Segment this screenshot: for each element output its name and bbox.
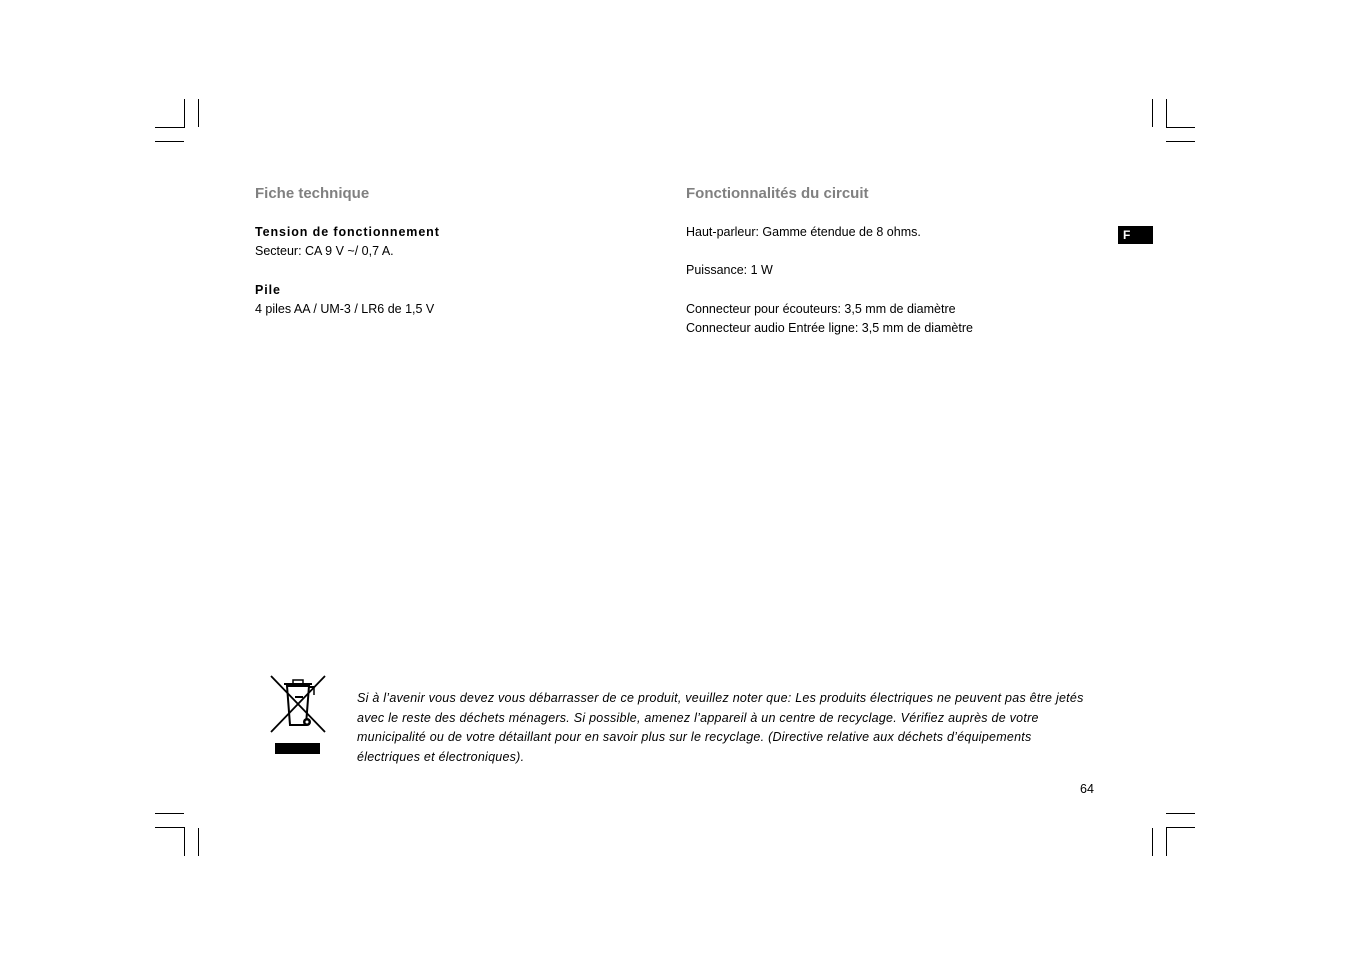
crop-mark — [1166, 813, 1195, 814]
crop-mark — [155, 141, 184, 142]
crop-mark — [1166, 99, 1167, 128]
voltage-value: Secteur: CA 9 V ~/ 0,7 A. — [255, 244, 394, 258]
crossed-out-wheelie-bin-icon — [268, 673, 328, 757]
crop-mark — [184, 827, 185, 856]
crop-mark — [155, 127, 184, 128]
crop-mark — [184, 99, 185, 128]
crop-mark — [1166, 141, 1195, 142]
crop-mark — [155, 827, 184, 828]
speaker-spec: Haut-parleur: Gamme étendue de 8 ohms. — [686, 225, 921, 239]
crop-mark — [1166, 827, 1195, 828]
crop-mark — [1152, 99, 1153, 127]
language-tab: F — [1118, 226, 1153, 244]
power-spec: Puissance: 1 W — [686, 263, 773, 277]
crop-mark — [198, 828, 199, 856]
section-title-specs: Fiche technique — [255, 185, 370, 202]
section-title-circuit: Fonctionnalités du circuit — [686, 185, 869, 202]
crop-mark — [1166, 127, 1195, 128]
voltage-label: Tension de fonctionnement — [255, 225, 440, 239]
crop-mark — [155, 813, 184, 814]
headphone-jack-spec: Connecteur pour écouteurs: 3,5 mm de diamètre — [686, 302, 956, 316]
crop-mark — [1166, 827, 1167, 856]
line-in-jack-spec: Connecteur audio Entrée ligne: 3,5 mm de diamètre — [686, 321, 973, 335]
recycling-notice: Si à l’avenir vous devez vous débarrasser de ce produit, veuillez noter que: Les produits électriques ne peuvent pas être jetés avec le reste des déchets ménagers. Si possible, amenez l’appareil à un centre de recyclage. Vérifiez auprès de votre municipalité ou de votre détaillant pour en savoir plus sur le recyclage. (Directive relative aux déchets d’équipements électriques et électroniques). — [357, 691, 1084, 764]
battery-value: 4 piles AA / UM-3 / LR6 de 1,5 V — [255, 302, 435, 316]
battery-label: Pile — [255, 283, 281, 297]
crop-mark — [198, 99, 199, 127]
crop-mark — [1152, 828, 1153, 856]
page-number: 64 — [1080, 782, 1094, 796]
